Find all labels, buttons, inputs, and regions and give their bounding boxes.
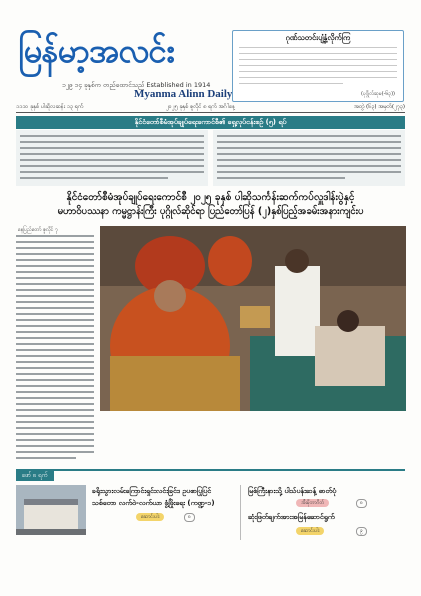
text-line: [20, 153, 204, 155]
text-line: [16, 295, 94, 297]
saying-box: [232, 30, 404, 102]
text-line: [16, 391, 94, 393]
text-line: [16, 361, 94, 363]
text-line: [16, 253, 94, 255]
teaser1-label: ဆောင်းပါး: [136, 513, 164, 521]
dateline-volume: ၁၁၁၀ ခုနှစ် ပါဆိုလဆန်း ၁၃ ရက်: [16, 104, 84, 110]
text-line: [16, 271, 94, 273]
english-name: Myanma Alinn Daily: [134, 88, 233, 100]
text-line: [16, 283, 94, 285]
footer-tag: ဖော် ၈ ရက်: [16, 471, 54, 481]
text-line: [217, 159, 401, 161]
text-line: [20, 135, 204, 137]
masthead: [18, 30, 233, 100]
objectives-box-left: [16, 130, 208, 186]
text-line: [16, 241, 94, 243]
teaser2-page: ၈: [356, 499, 367, 508]
text-line: [20, 171, 204, 173]
main-headline-line2: မဟာဝိပဿနာ ကမ္မဋ္ဌာန်းကြီး ပုဂ္ဂိုလ်ဆိုင်ရာ ပြည်တော်ပြန် (၂)နှစ်ပြည့်အခမ်းအနားကျင်းပ: [57, 206, 364, 217]
text-line: [239, 59, 397, 60]
text-line: [16, 427, 94, 429]
text-line: [16, 433, 94, 435]
text-line: [16, 421, 94, 423]
section-banner: နိုင်ငံတော်စီမံအုပ်ချုပ်ရေးကောင်စီ၏ ရှေ့လုပ်ငန်းစဉ် (၅) ရပ်: [16, 116, 405, 129]
text-line: [239, 71, 397, 72]
text-line: [16, 265, 94, 267]
text-line: [16, 277, 94, 279]
text-line: [16, 367, 94, 369]
text-line: [217, 177, 345, 179]
teaser1-headline[interactable]: ခရိုးသွားလမ်းကြောင်းရှင်းလင်းခြင်း၊ ဥပစာပြုပြင်: [92, 487, 212, 495]
text-line: [16, 313, 94, 315]
text-line: [16, 247, 94, 249]
text-line: [16, 325, 94, 327]
text-line: [16, 403, 94, 405]
newspaper-logo: မြန်မာ့အလင်း: [18, 31, 174, 70]
teaser3-label: ဆောင်းပါး: [296, 527, 324, 535]
text-line: [16, 259, 94, 261]
text-line: [20, 147, 204, 149]
text-line: [16, 385, 94, 387]
teaser3-headline[interactable]: ဆုံးဖြတ်ချက်အားအမြန်ဆောင်ရွက်: [248, 513, 335, 521]
text-line: [217, 165, 401, 167]
teaser-divider: [240, 485, 241, 540]
text-line: [16, 397, 94, 399]
text-line: [16, 457, 76, 459]
saying-title: ဂုဏ်သတင်းပျံ့နှံ့လိုက်ကြ: [285, 33, 351, 42]
ceremony-photo: [100, 226, 406, 411]
dateline-date: ၂၀၂၅ ခုနှစ် ဇူလိုင် ၈ ရက် အင်္ဂါနေ့: [166, 104, 235, 110]
text-line: [16, 415, 94, 417]
text-line: [16, 331, 94, 333]
text-line: [16, 349, 94, 351]
objectives-box-right: [213, 130, 405, 186]
text-line: [20, 177, 168, 179]
text-line: [20, 165, 204, 167]
teaser-photo: [16, 485, 86, 535]
text-line: [20, 159, 204, 161]
text-line: [217, 147, 401, 149]
byline: နေပြည်တော် ဇူလိုင် ၇: [18, 227, 58, 233]
text-line: [16, 409, 94, 411]
text-line: [16, 235, 94, 237]
text-line: [217, 153, 401, 155]
text-line: [217, 135, 401, 137]
text-line: [16, 439, 94, 441]
text-line: [239, 77, 397, 78]
text-line: [239, 47, 397, 48]
text-line: [20, 141, 204, 143]
text-line: [16, 343, 94, 345]
teaser2-headline[interactable]: မြစ်ကြီးနားသို့ ပါသ်ပန်းဆန့် ဓာတ်ပုံ: [248, 487, 337, 495]
dateline: [16, 102, 405, 113]
text-line: [239, 65, 397, 66]
text-line: [217, 171, 401, 173]
text-line: [16, 451, 94, 453]
dateline-issue: အတွဲ (၆၃) အမှတ်(၂၇၃): [353, 104, 405, 110]
text-line: [16, 289, 94, 291]
established-note: ၁၂၉ ၁၄ ခုနှစ်က တည်ထောင်သည် Established in 1914: [62, 81, 211, 89]
teaser1-page: ၈: [184, 513, 195, 522]
footer-teasers: [16, 469, 405, 591]
saying-footer: (ပုဂ္ဂိုလ်ဆုမ(-၆၃)): [360, 91, 395, 97]
text-line: [16, 373, 94, 375]
text-line: [239, 83, 343, 84]
text-line: [16, 307, 94, 309]
text-line: [217, 141, 401, 143]
teaser2-label: အီးမိုဘာဂိတ်: [296, 499, 329, 507]
text-line: [16, 301, 94, 303]
text-line: [16, 355, 94, 357]
main-headline-line1: နိုင်ငံတော်စီမံအုပ်ချုပ်ရေးကောင်စီ ၂၀၂၅ ခုနှစ် ပါဆိုသင်္ကန်းဆက်ကပ်လှူဒါန်းပွဲနှင့်: [66, 192, 355, 203]
text-line: [16, 445, 94, 447]
teaser3-page: ၉: [356, 527, 367, 536]
text-line: [16, 379, 94, 381]
text-line: [16, 319, 94, 321]
text-line: [16, 337, 94, 339]
text-line: [239, 53, 397, 54]
teaser1-subhead[interactable]: သစ်တော လက်ဝဲ-လက်ယာ ဖွံ့ဖြိုးရေး (ကဏ္ဍ-၁): [92, 499, 215, 507]
